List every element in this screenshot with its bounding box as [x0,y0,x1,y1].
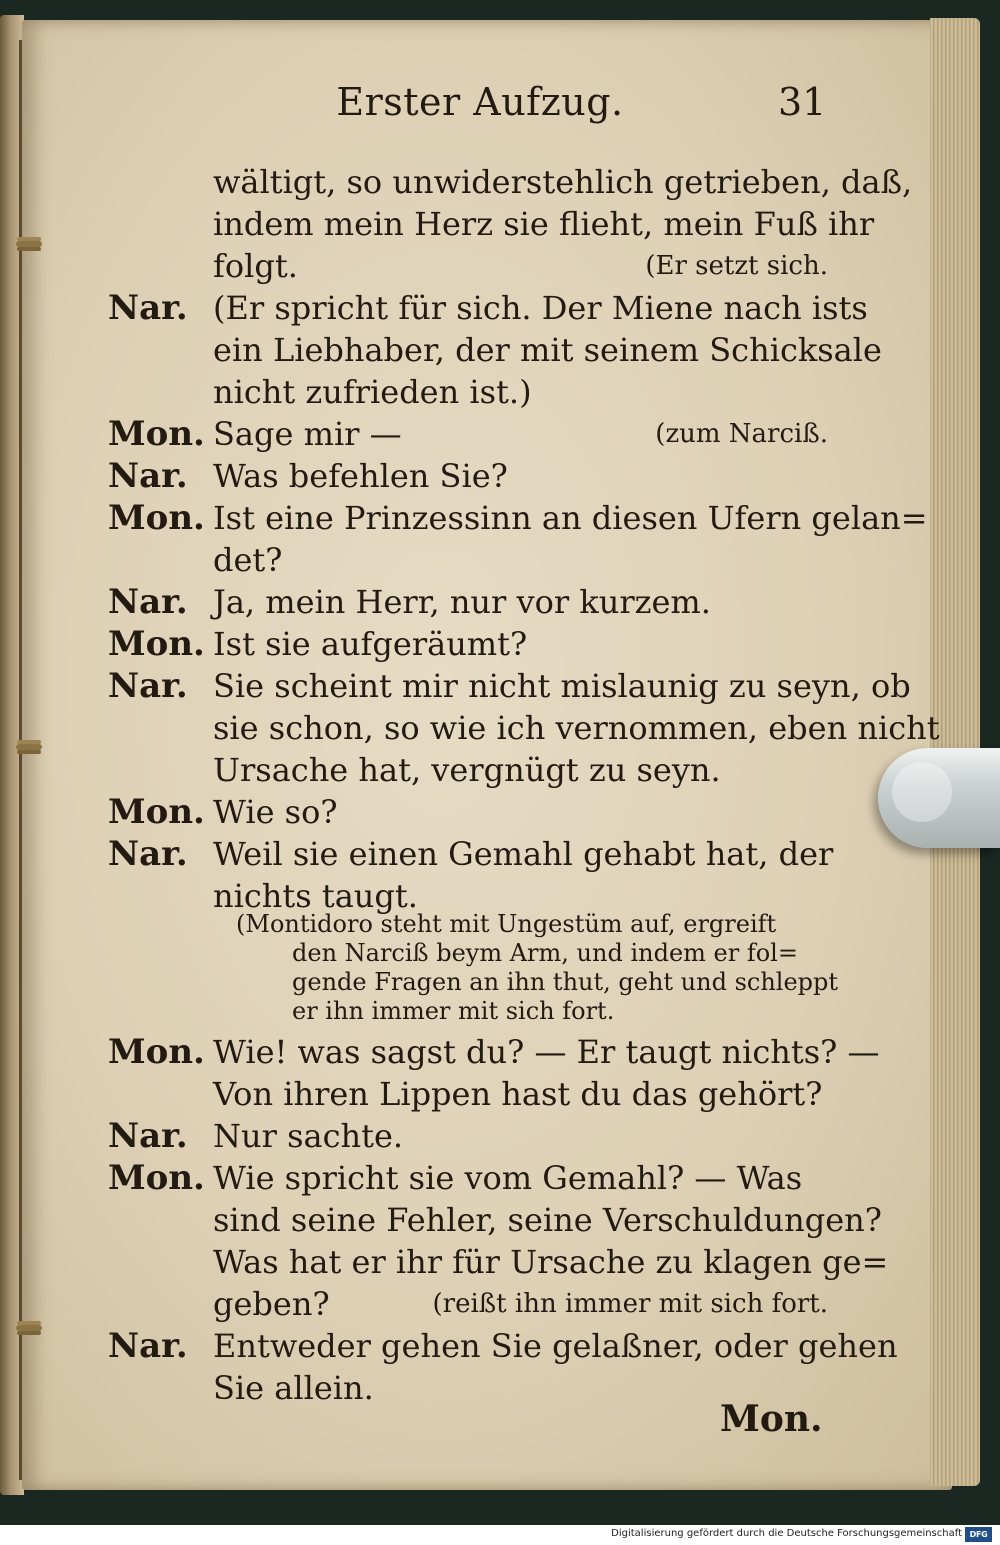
speech-text: Von ihren Lippen hast du das gehört? [213,1075,823,1113]
inline-stage-direction: (Er setzt sich. [645,251,828,281]
text-line [0,1072,1000,1116]
text-line [0,790,1000,834]
text-line [0,1282,1000,1326]
speech-text: Sage mir — [213,415,402,453]
speech-text: Wie so? [213,793,338,831]
speech-text: Was befehlen Sie? [213,457,508,495]
speech-text: nicht zufrieden ist.) [213,373,532,411]
speech-text: Ursache hat, vergnügt zu seyn. [213,751,721,789]
speaker-label: Nar. [108,582,188,622]
speech-text: Ist sie aufgeräumt? [213,625,528,663]
catchword: Mon. [720,1398,823,1440]
speaker-label: Mon. [108,792,205,832]
text-line [0,202,1000,246]
speaker-label: Mon. [108,1158,205,1198]
text-line [0,1240,1000,1284]
speech-text: Nur sachte. [213,1117,404,1155]
text-line [0,496,1000,540]
speech-text: nichts taugt. [213,877,418,915]
text-line [0,538,1000,582]
footer-bar [0,1525,1000,1545]
inline-stage-direction: (reißt ihn immer mit sich fort. [432,1289,828,1319]
speech-text: sind seine Fehler, seine Verschuldungen? [213,1201,882,1239]
text-line [0,244,1000,288]
inline-stage-direction: (zum Narciß. [655,419,828,449]
dfg-logo: DFG [965,1527,992,1542]
speaker-label: Mon. [108,1032,205,1072]
text-line [0,1030,1000,1074]
text-line [0,286,1000,330]
footer-credit: Digitalisierung gefördert durch die Deutsche Forschungsgemeinschaft [611,1528,962,1539]
text-line [0,748,1000,792]
speech-text: (Er spricht für sich. Der Miene nach ists [213,289,868,327]
speech-text: det? [213,541,283,579]
speaker-label: Nar. [108,456,188,496]
stage-direction-line: gende Fragen an ihn thut, geht und schleppt [292,968,839,996]
stage-direction-line: (Montidoro steht mit Ungestüm auf, ergreift [236,910,777,938]
text-line [0,832,1000,876]
speech-text: Wie! was sagst du? — Er taugt nichts? — [213,1033,880,1071]
speech-text: Ja, mein Herr, nur vor kurzem. [213,583,711,621]
speech-text: Sie allein. [213,1369,374,1407]
speech-text: Weil sie einen Gemahl gehabt hat, der [213,835,834,873]
speech-text: Was hat er ihr für Ursache zu klagen ge= [213,1243,889,1281]
text-line [0,1156,1000,1200]
speech-text: ein Liebhaber, der mit seinem Schicksale [213,331,882,369]
running-header: Erster Aufzug. [336,80,624,124]
text-line [0,1114,1000,1158]
text-line [0,706,1000,750]
text-line [0,1198,1000,1242]
text-line [0,580,1000,624]
text-line [0,412,1000,456]
speaker-label: Mon. [108,624,205,664]
speaker-label: Nar. [108,288,188,328]
speaker-label: Nar. [108,834,188,874]
speech-text: Ist eine Prinzessinn an diesen Ufern gelan= [213,499,928,537]
speech-text: wältigt, so unwiderstehlich getrieben, daß, [213,163,913,201]
speaker-label: Nar. [108,666,188,706]
speaker-label: Mon. [108,498,205,538]
speech-text: Sie scheint mir nicht mislaunig zu seyn, ob [213,667,911,705]
stage-direction-line: er ihn immer mit sich fort. [292,997,615,1025]
stage-direction-line: den Narciß beym Arm, und indem er fol= [292,939,798,967]
text-line [0,370,1000,414]
speech-text: folgt. [213,247,298,285]
text-line [0,1324,1000,1368]
text-line [0,454,1000,498]
text-line [0,1366,1000,1410]
text-line [0,622,1000,666]
speech-text: sie schon, so wie ich vernommen, eben nicht [213,709,940,747]
speech-text: Wie spricht sie vom Gemahl? — Was [213,1159,803,1197]
speech-text: indem mein Herz sie flieht, mein Fuß ihr [213,205,875,243]
page-number: 31 [778,80,827,124]
speech-text: geben? [213,1285,330,1323]
speaker-label: Mon. [108,414,205,454]
text-line [0,664,1000,708]
speaker-label: Nar. [108,1326,188,1366]
speaker-label: Nar. [108,1116,188,1156]
speech-text: Entweder gehen Sie gelaßner, oder gehen [213,1327,898,1365]
text-line [0,328,1000,372]
text-line [0,160,1000,204]
